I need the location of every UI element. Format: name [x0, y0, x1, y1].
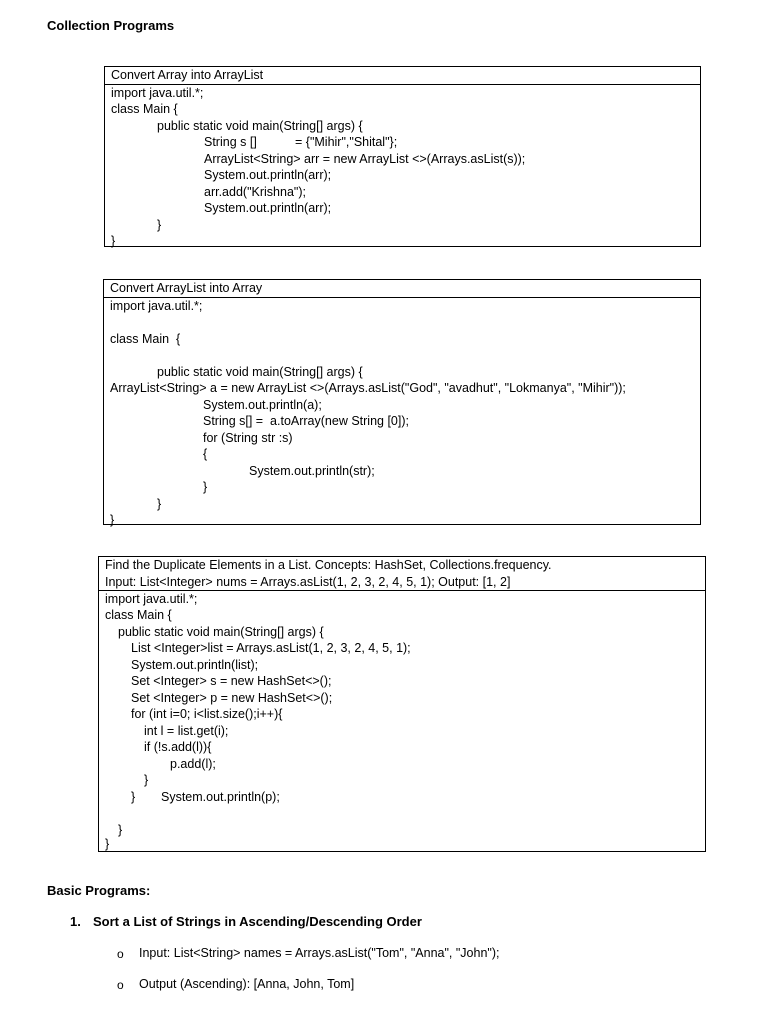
- code-line: public static void main(String[] args) {: [118, 625, 324, 639]
- code-block: [99, 591, 705, 851]
- bullet-text: Output (Ascending): [Anna, John, Tom]: [139, 977, 355, 991]
- bullet-icon: o: [117, 947, 124, 961]
- code-line: System.out.println(str);: [249, 463, 375, 478]
- code-box-arraylist-to-array: [103, 279, 701, 525]
- box-title-line: Input: List<Integer> nums = Arrays.asList(1, 2, 3, 2, 4, 5, 1); Output: [1, 2]: [105, 574, 511, 589]
- code-line: = {"Mihir","Shital"};: [295, 134, 398, 149]
- bullet-text: Input: List<String> names = Arrays.asList("Tom", "Anna", "John");: [139, 946, 500, 960]
- code-block: [105, 85, 700, 248]
- code-line: }: [111, 233, 116, 248]
- box-title: Convert Array into ArrayList: [105, 67, 700, 85]
- code-line: List <Integer>list = Arrays.asList(1, 2, 3, 2, 4, 5, 1);: [131, 641, 411, 655]
- code-line: for (String str :s): [203, 430, 293, 445]
- code-line: public static void main(String[] args) {: [157, 364, 363, 379]
- code-line: String s[] = a.toArray(new String [0]);: [203, 413, 409, 428]
- page-heading: Collection Programs: [47, 18, 175, 33]
- code-line: }: [110, 512, 115, 527]
- code-line: }: [157, 217, 162, 232]
- code-line: int l = list.get(i);: [144, 724, 229, 738]
- code-line: {: [203, 446, 208, 461]
- code-line: ArrayList<String> arr = new ArrayList <>(Arrays.asList(s));: [204, 151, 526, 166]
- code-line: import java.util.*;: [111, 85, 204, 100]
- code-line: }: [131, 790, 136, 804]
- box-title: [99, 557, 705, 591]
- code-line: for (int i=0; i<list.size();i++){: [131, 707, 283, 721]
- list-item-number: 1.: [70, 914, 81, 929]
- code-line: import java.util.*;: [105, 592, 198, 606]
- code-line: ArrayList<String> a = new ArrayList <>(Arrays.asList("God", "avadhut", "Lokmanya", "Mihir"));: [110, 380, 626, 395]
- code-line: public static void main(String[] args) {: [157, 118, 363, 133]
- list-item-title: Sort a List of Strings in Ascending/Descending Order: [93, 914, 422, 929]
- code-line: System.out.println(arr);: [204, 200, 332, 215]
- code-line: }: [144, 773, 149, 787]
- code-line: class Main {: [110, 331, 181, 346]
- code-line: System.out.println(a);: [203, 397, 322, 412]
- code-line: class Main {: [105, 608, 172, 622]
- box-title: Convert ArrayList into Array: [104, 280, 700, 298]
- code-line: class Main {: [111, 101, 178, 116]
- code-line: }: [105, 837, 110, 851]
- code-line: Set <Integer> p = new HashSet<>();: [131, 691, 333, 705]
- code-line: }: [203, 479, 208, 494]
- bullet-icon: o: [117, 978, 124, 992]
- code-line: }: [118, 823, 123, 837]
- box-title-line: Find the Duplicate Elements in a List. Concepts: HashSet, Collections.frequency.: [105, 558, 552, 572]
- code-line: }: [157, 496, 162, 511]
- code-box-array-to-arraylist: [104, 66, 701, 247]
- code-line: System.out.println(list);: [131, 658, 259, 672]
- section-heading-basic-programs: Basic Programs:: [47, 883, 151, 898]
- code-box-find-duplicates: [98, 556, 706, 852]
- code-line: p.add(l);: [170, 757, 216, 771]
- code-block: [104, 298, 700, 526]
- code-line: String s []: [204, 134, 257, 149]
- code-line: arr.add("Krishna");: [204, 184, 306, 199]
- code-line: if (!s.add(l)){: [144, 740, 212, 754]
- code-line: import java.util.*;: [110, 298, 203, 313]
- code-line: System.out.println(p);: [161, 790, 280, 804]
- code-line: System.out.println(arr);: [204, 167, 332, 182]
- code-line: Set <Integer> s = new HashSet<>();: [131, 674, 332, 688]
